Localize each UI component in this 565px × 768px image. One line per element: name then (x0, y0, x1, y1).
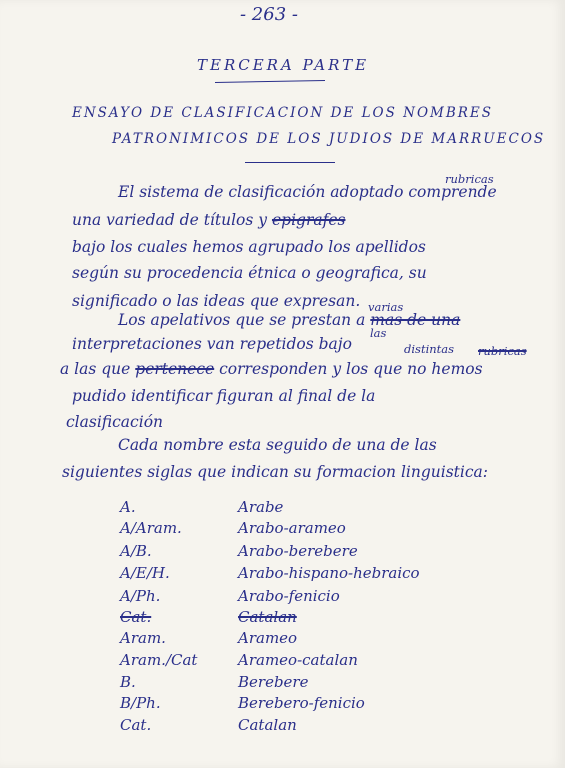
abbreviation: A/Aram. (120, 519, 182, 537)
inserted-word: distintas (404, 342, 455, 356)
struck-word: rubricas (478, 344, 527, 358)
abbreviation-meaning: Berebero-fenicio (238, 694, 365, 712)
line-text: Los apelativos que se prestan a (118, 311, 366, 329)
abbreviation-meaning-struck: Catalan (238, 608, 297, 626)
inserted-text: corresponden y los que no hemos (219, 360, 483, 378)
inserted-word: las (370, 326, 387, 340)
abbreviation-meaning: Berebere (238, 673, 309, 691)
struck-word: mas de una (370, 311, 461, 329)
abbreviation: A/B. (120, 542, 152, 560)
struck-word: pertenece (135, 360, 215, 378)
abbreviation: Cat. (120, 716, 152, 734)
abbreviation-meaning: Arameo (238, 629, 298, 647)
paragraph-line (60, 360, 483, 378)
abbreviation-meaning: Arabo-berebere (238, 542, 358, 560)
paragraph-line (118, 311, 460, 329)
abbreviation-meaning: Arabo-hispano-hebraico (238, 564, 420, 582)
paragraph-line (72, 335, 352, 353)
inserted-word: varias (368, 300, 404, 314)
abbreviation-meaning: Arameo-catalan (238, 651, 358, 669)
section-title-line-1: ENSAYO DE CLASIFICACION DE LOS NOMBRES (72, 105, 494, 121)
part-title: TERCERA PARTE (197, 56, 370, 74)
struck-word-margin (478, 344, 527, 358)
line-text: interpretaciones van repetidos bajo (72, 335, 352, 353)
paragraph-line (72, 211, 345, 229)
paragraph-line: significado o las ideas que expresan. (72, 292, 361, 310)
abbreviation-meaning: Catalan (238, 716, 297, 734)
abbreviation-meaning: Arabo-arameo (238, 519, 346, 537)
line-text: a las que (60, 360, 131, 378)
paragraph-line: bajo los cuales hemos agrupado los apellidos (72, 238, 426, 256)
abbreviation-struck: Cat. (120, 608, 152, 626)
section-title-line-2: PATRONIMICOS DE LOS JUDIOS DE MARRUECOS (112, 131, 546, 147)
paragraph-line: según su procedencia étnica o geografica, su (72, 264, 427, 282)
abbreviation: Aram./Cat (120, 651, 198, 669)
abbreviation: Aram. (120, 629, 166, 647)
abbreviation-meaning: Arabe (238, 498, 284, 516)
abbreviation: A. (120, 498, 136, 516)
page-number: - 263 - (240, 4, 298, 25)
abbreviation: B. (120, 673, 136, 691)
paragraph-line: clasificación (66, 413, 164, 431)
title-underline (215, 80, 325, 83)
struck-word: epigrafes (271, 211, 346, 229)
abbreviation-meaning: Arabo-fenicio (238, 587, 340, 605)
paragraph-line: Cada nombre esta seguido de una de las (118, 436, 437, 454)
abbreviation: A/E/H. (120, 564, 170, 582)
paragraph-line: siguientes siglas que indican su formacion linguistica: (62, 463, 488, 481)
abbreviation: A/Ph. (120, 587, 161, 605)
abbreviation: B/Ph. (120, 694, 161, 712)
line-text: una variedad de títulos y (72, 211, 268, 229)
inserted-word: rubricas (445, 172, 494, 186)
paragraph-line: pudido identificar figuran al final de la (72, 387, 376, 405)
paragraph-line: El sistema de clasificación adoptado comprende (118, 183, 497, 201)
section-title-underline (245, 162, 335, 163)
